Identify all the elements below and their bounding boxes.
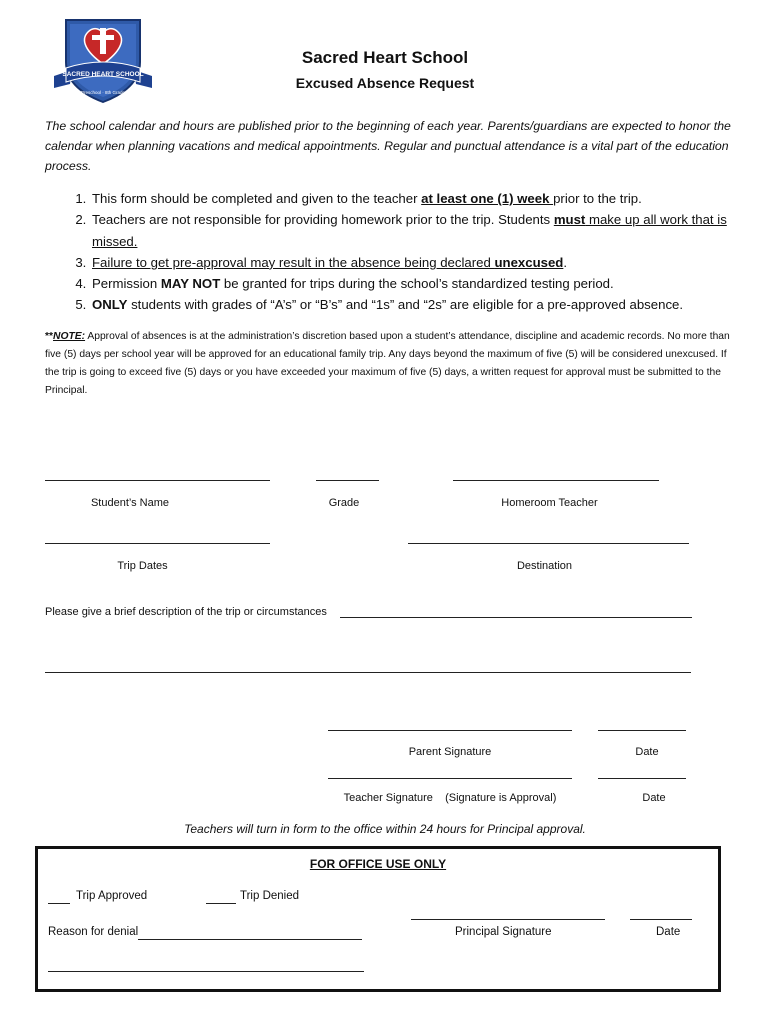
trip-approved-label: Trip Approved	[76, 890, 148, 902]
intro-paragraph: The school calendar and hours are published prior to the beginning of each year. Parents/guardians are expected to honor the calendar when planning vacations and medical appointments. Regular and punctual attendance is a vital part of the education process.	[45, 119, 731, 173]
form-title: Excused Absence Request	[295, 75, 475, 91]
cross-horizontal	[92, 35, 114, 40]
trip-denied-label: Trip Denied	[240, 890, 300, 902]
office-extra-line[interactable]	[48, 971, 364, 972]
destination-label: Destination	[516, 560, 573, 572]
homeroom-teacher-label: Homeroom Teacher	[501, 497, 598, 509]
student-name-label: Student’s Name	[90, 497, 170, 509]
description-line-2[interactable]	[45, 672, 691, 673]
principal-date-line[interactable]	[630, 919, 692, 920]
grade-line[interactable]	[316, 480, 379, 481]
parent-signature-label: Parent Signature	[408, 746, 492, 758]
footnote: Teachers will turn in form to the office within 24 hours for Principal approval.	[184, 822, 586, 836]
destination-line[interactable]	[408, 543, 689, 544]
cross-vertical	[100, 28, 106, 54]
parent-date-label: Date	[635, 746, 659, 758]
school-logo	[52, 18, 154, 104]
rule-3: 3. Failure to get pre-approval may result in the absence being declared unexcused.	[90, 252, 770, 273]
rule-5: 5. ONLY students with grades of “A’s” or “B’s” and “1s” and “2s” are eligible for a pre-approved absence.	[90, 294, 770, 315]
parent-date-line[interactable]	[598, 730, 686, 731]
principal-signature-label: Principal Signature	[455, 926, 552, 938]
ribbon-text: SACRED HEART SCHOOL	[62, 71, 144, 78]
student-name-line[interactable]	[45, 480, 270, 481]
office-use-box	[35, 846, 721, 992]
rules-list	[48, 188, 770, 316]
description-line-1[interactable]	[340, 617, 692, 618]
grade-label: Grade	[328, 497, 360, 509]
parent-signature-line[interactable]	[328, 730, 572, 731]
principal-date-label: Date	[656, 926, 681, 938]
trip-denied-blank[interactable]	[206, 903, 236, 904]
rule-1: 1. This form should be completed and given to the teacher at least one (1) week prior to the trip.	[90, 188, 770, 209]
rule-2: 2. Teachers are not responsible for providing homework prior to the trip. Students must make up all work that is missed.	[90, 209, 770, 252]
trip-dates-label: Trip Dates	[117, 560, 168, 572]
rule-4: 4. Permission MAY NOT be granted for trips during the school’s standardized testing period.	[90, 273, 770, 294]
motto-text: Preschool · 8th Grade	[80, 90, 126, 95]
reason-for-denial-line[interactable]	[138, 939, 362, 940]
crest-graphic	[52, 18, 154, 104]
teacher-date-label: Date	[642, 792, 666, 804]
reason-for-denial-label: Reason for denial	[48, 926, 139, 938]
trip-approved-blank[interactable]	[48, 903, 70, 904]
note-paragraph: **NOTE: Approval of absences is at the administration’s discretion based upon a student’s attendance, discipline and academic records. No more than five (5) days per school year will be approved for an educational family trip. Any days beyond the maximum of five (5) will be considered unexcused. If the trip is going to exceed five (5) days or you have exceeded your maximum of five (5) days, a written request for approval must be submitted to the Principal.	[45, 331, 730, 396]
homeroom-teacher-line[interactable]	[453, 480, 659, 481]
school-name: Sacred Heart School	[301, 48, 469, 67]
teacher-signature-line[interactable]	[328, 778, 572, 779]
office-use-title: FOR OFFICE USE ONLY	[309, 857, 447, 871]
teacher-signature-label: Teacher Signature (Signature is Approval)	[343, 792, 557, 804]
teacher-date-line[interactable]	[598, 778, 686, 779]
principal-signature-line[interactable]	[411, 919, 605, 920]
trip-dates-line[interactable]	[45, 543, 270, 544]
description-label: Please give a brief description of the trip or circumstances	[45, 606, 327, 618]
